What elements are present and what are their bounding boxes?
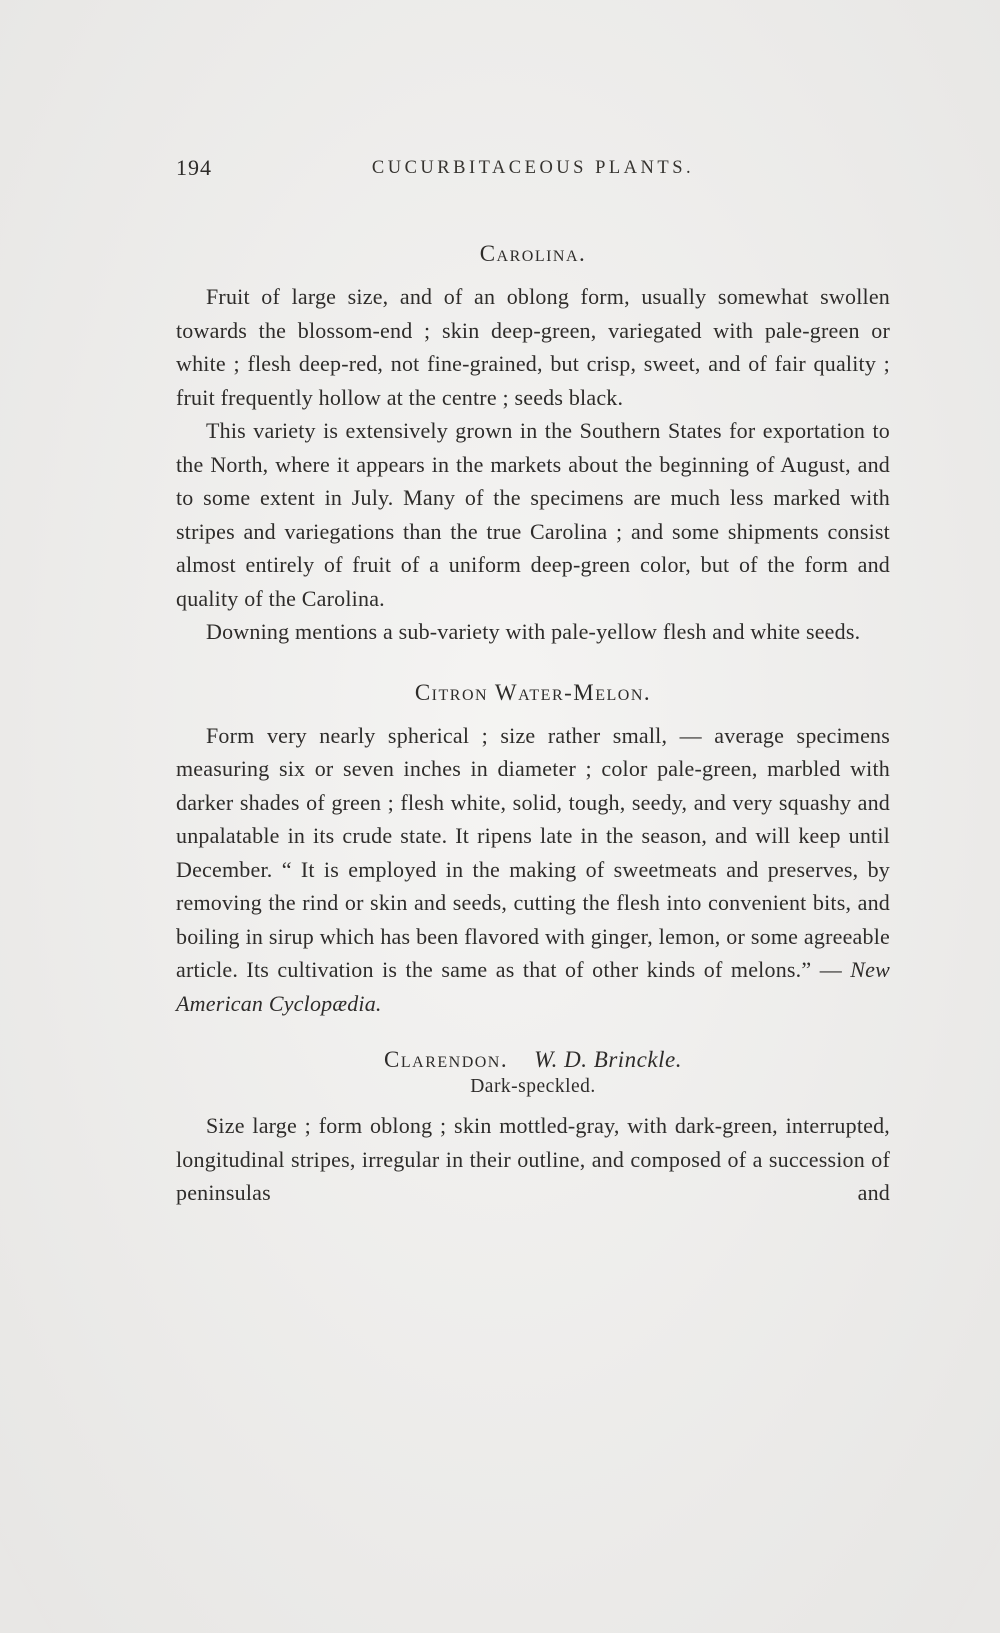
paragraph-citron-text: Form very nearly spherical ; size rather small, — average specimens measuring six or seven inches in diameter ; color pale-green, marbled with darker shades of green ; flesh white, solid, tough, seedy, and very squashy and unpalatable in its crude state. It ripens late in the season, and will keep until December. “ It is employed in the making of sweetmeats and preserves, by removing the rind or skin and seeds, cutting the flesh into convenient bits, and boiling in sirup which has been flavored with ginger, lemon, or some agreeable article. Its cultivation is the same as that of other kinds of melons.” — [176, 722, 890, 982]
section-heading-author: W. D. Brinckle. [534, 1047, 682, 1072]
section-heading-clarendon-label: Clarendon. [384, 1047, 509, 1072]
paragraph-carolina-2: This variety is extensively grown in the Southern States for exportation to the North, where it appears in the markets about the beginning of August, and to some extent in July. Many of the specimens are much less marked with stripes and variegations than the true Carolina ; and some shipments consist almost entirely of fruit of a uniform deep-green color, but of the form and quality of the Carolina. [176, 418, 890, 611]
paragraph-carolina-1: Fruit of large size, and of an oblong form, usually somewhat swollen towards the blossom-end ; skin deep-green, variegated with pale-green or white ; flesh deep-red, not fine-grained, but crisp, sweet, and of fair quality ; fruit frequently hollow at the centre ; seeds black. [176, 284, 890, 410]
citation-new-american-cyclopaedia: New American Cyclopædia. [176, 957, 890, 1016]
paragraph-citron-1 [176, 719, 890, 1021]
paragraph-clarendon-1: Size large ; form oblong ; skin mottled-gray, with dark-green, interrupted, longitudinal stripes, irregular in their outline, and composed of a succession of peninsulas and [176, 1113, 890, 1205]
section-heading-citron-water-melon: Citron Water-Melon. [414, 679, 652, 705]
paragraph-carolina-3: Downing mentions a sub-variety with pale-yellow flesh and white seeds. [206, 619, 861, 644]
page-number: 194 [176, 155, 212, 180]
page-header [176, 155, 890, 185]
running-head: CUCURBITACEOUS PLANTS. [371, 158, 695, 178]
section-heading-carolina: Carolina. [479, 241, 587, 266]
sub-heading-dark-speckled: Dark-speckled. [470, 1076, 596, 1097]
section-heading-clarendon [176, 1047, 890, 1073]
text-column [176, 155, 890, 1210]
